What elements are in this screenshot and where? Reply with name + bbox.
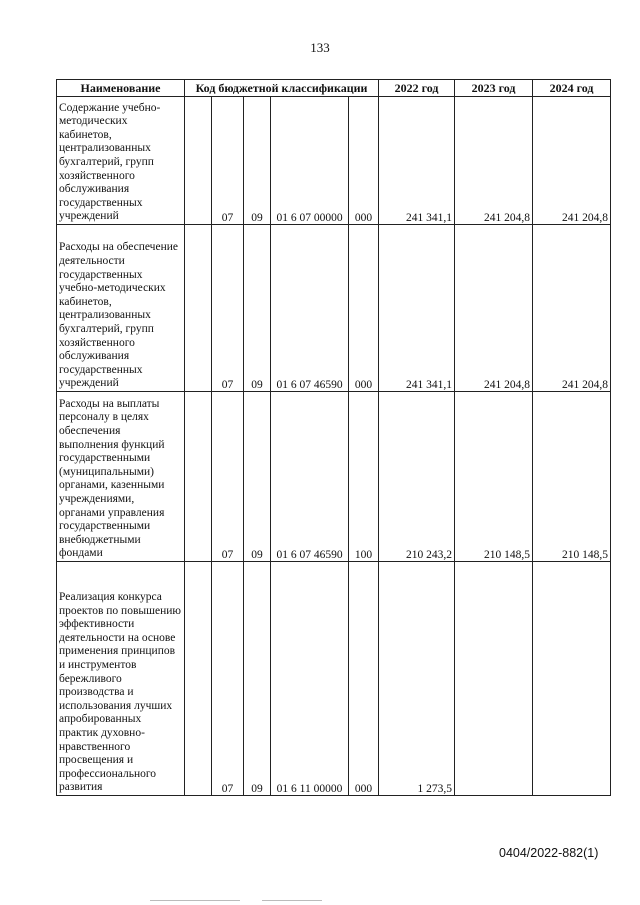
type-code: 000	[349, 225, 379, 392]
row-name: Содержание учебно-методических кабинетов, централизованных бухгалтерий, групп хозяйственного обслуживания государственных учреждений	[57, 97, 185, 225]
section-code: 07	[212, 562, 244, 796]
scan-edge-mark	[262, 900, 322, 901]
scan-edge-mark	[150, 900, 240, 901]
value-2023: 210 148,5	[455, 392, 533, 562]
type-code: 100	[349, 392, 379, 562]
header-2022: 2022 год	[379, 80, 455, 97]
table-row	[57, 97, 611, 225]
section-code: 07	[212, 97, 244, 225]
blank-cell	[185, 97, 212, 225]
value-2022: 241 341,1	[379, 225, 455, 392]
blank-cell	[185, 225, 212, 392]
value-2022: 210 243,2	[379, 392, 455, 562]
subsection-code: 09	[244, 392, 271, 562]
blank-cell	[185, 562, 212, 796]
header-name: Наименование	[57, 80, 185, 97]
value-2024: 210 148,5	[533, 392, 611, 562]
target-code: 01 6 07 46590	[271, 225, 349, 392]
subsection-code: 09	[244, 562, 271, 796]
row-name: Расходы на обеспечение деятельности государственных учебно-методических кабинетов, централизованных бухгалтерий, групп хозяйственного обслуживания государственных учреждений	[57, 225, 185, 392]
target-code: 01 6 07 46590	[271, 392, 349, 562]
blank-cell	[185, 392, 212, 562]
type-code: 000	[349, 562, 379, 796]
subsection-code: 09	[244, 97, 271, 225]
row-name: Реализация конкурса проектов по повышению эффективности деятельности на основе применения принципов и инструментов бережливого производства и использования лучших апробированных практик духовно-нравственного просвещения и профессионального развития	[57, 562, 185, 796]
page-number: 133	[310, 40, 330, 55]
value-2022: 241 341,1	[379, 97, 455, 225]
type-code: 000	[349, 97, 379, 225]
header-2023: 2023 год	[455, 80, 533, 97]
target-code: 01 6 11 00000	[271, 562, 349, 796]
section-code: 07	[212, 392, 244, 562]
value-2023	[455, 562, 533, 796]
value-2023: 241 204,8	[455, 97, 533, 225]
document-code: 0404/2022-882(1)	[499, 846, 599, 860]
value-2022: 1 273,5	[379, 562, 455, 796]
table-row	[57, 562, 611, 796]
table-row	[57, 392, 611, 562]
header-code: Код бюджетной классификации	[185, 80, 379, 97]
target-code: 01 6 07 00000	[271, 97, 349, 225]
value-2023: 241 204,8	[455, 225, 533, 392]
budget-table	[56, 79, 611, 796]
value-2024	[533, 562, 611, 796]
header-2024: 2024 год	[533, 80, 611, 97]
subsection-code: 09	[244, 225, 271, 392]
table-row	[57, 225, 611, 392]
table-header-row	[57, 80, 611, 97]
row-name: Расходы на выплаты персоналу в целях обеспечения выполнения функций государственными (муниципальными) органами, казенными учреждениями, органами управления государственными внебюджетными фондами	[57, 392, 185, 562]
section-code: 07	[212, 225, 244, 392]
value-2024: 241 204,8	[533, 97, 611, 225]
value-2024: 241 204,8	[533, 225, 611, 392]
